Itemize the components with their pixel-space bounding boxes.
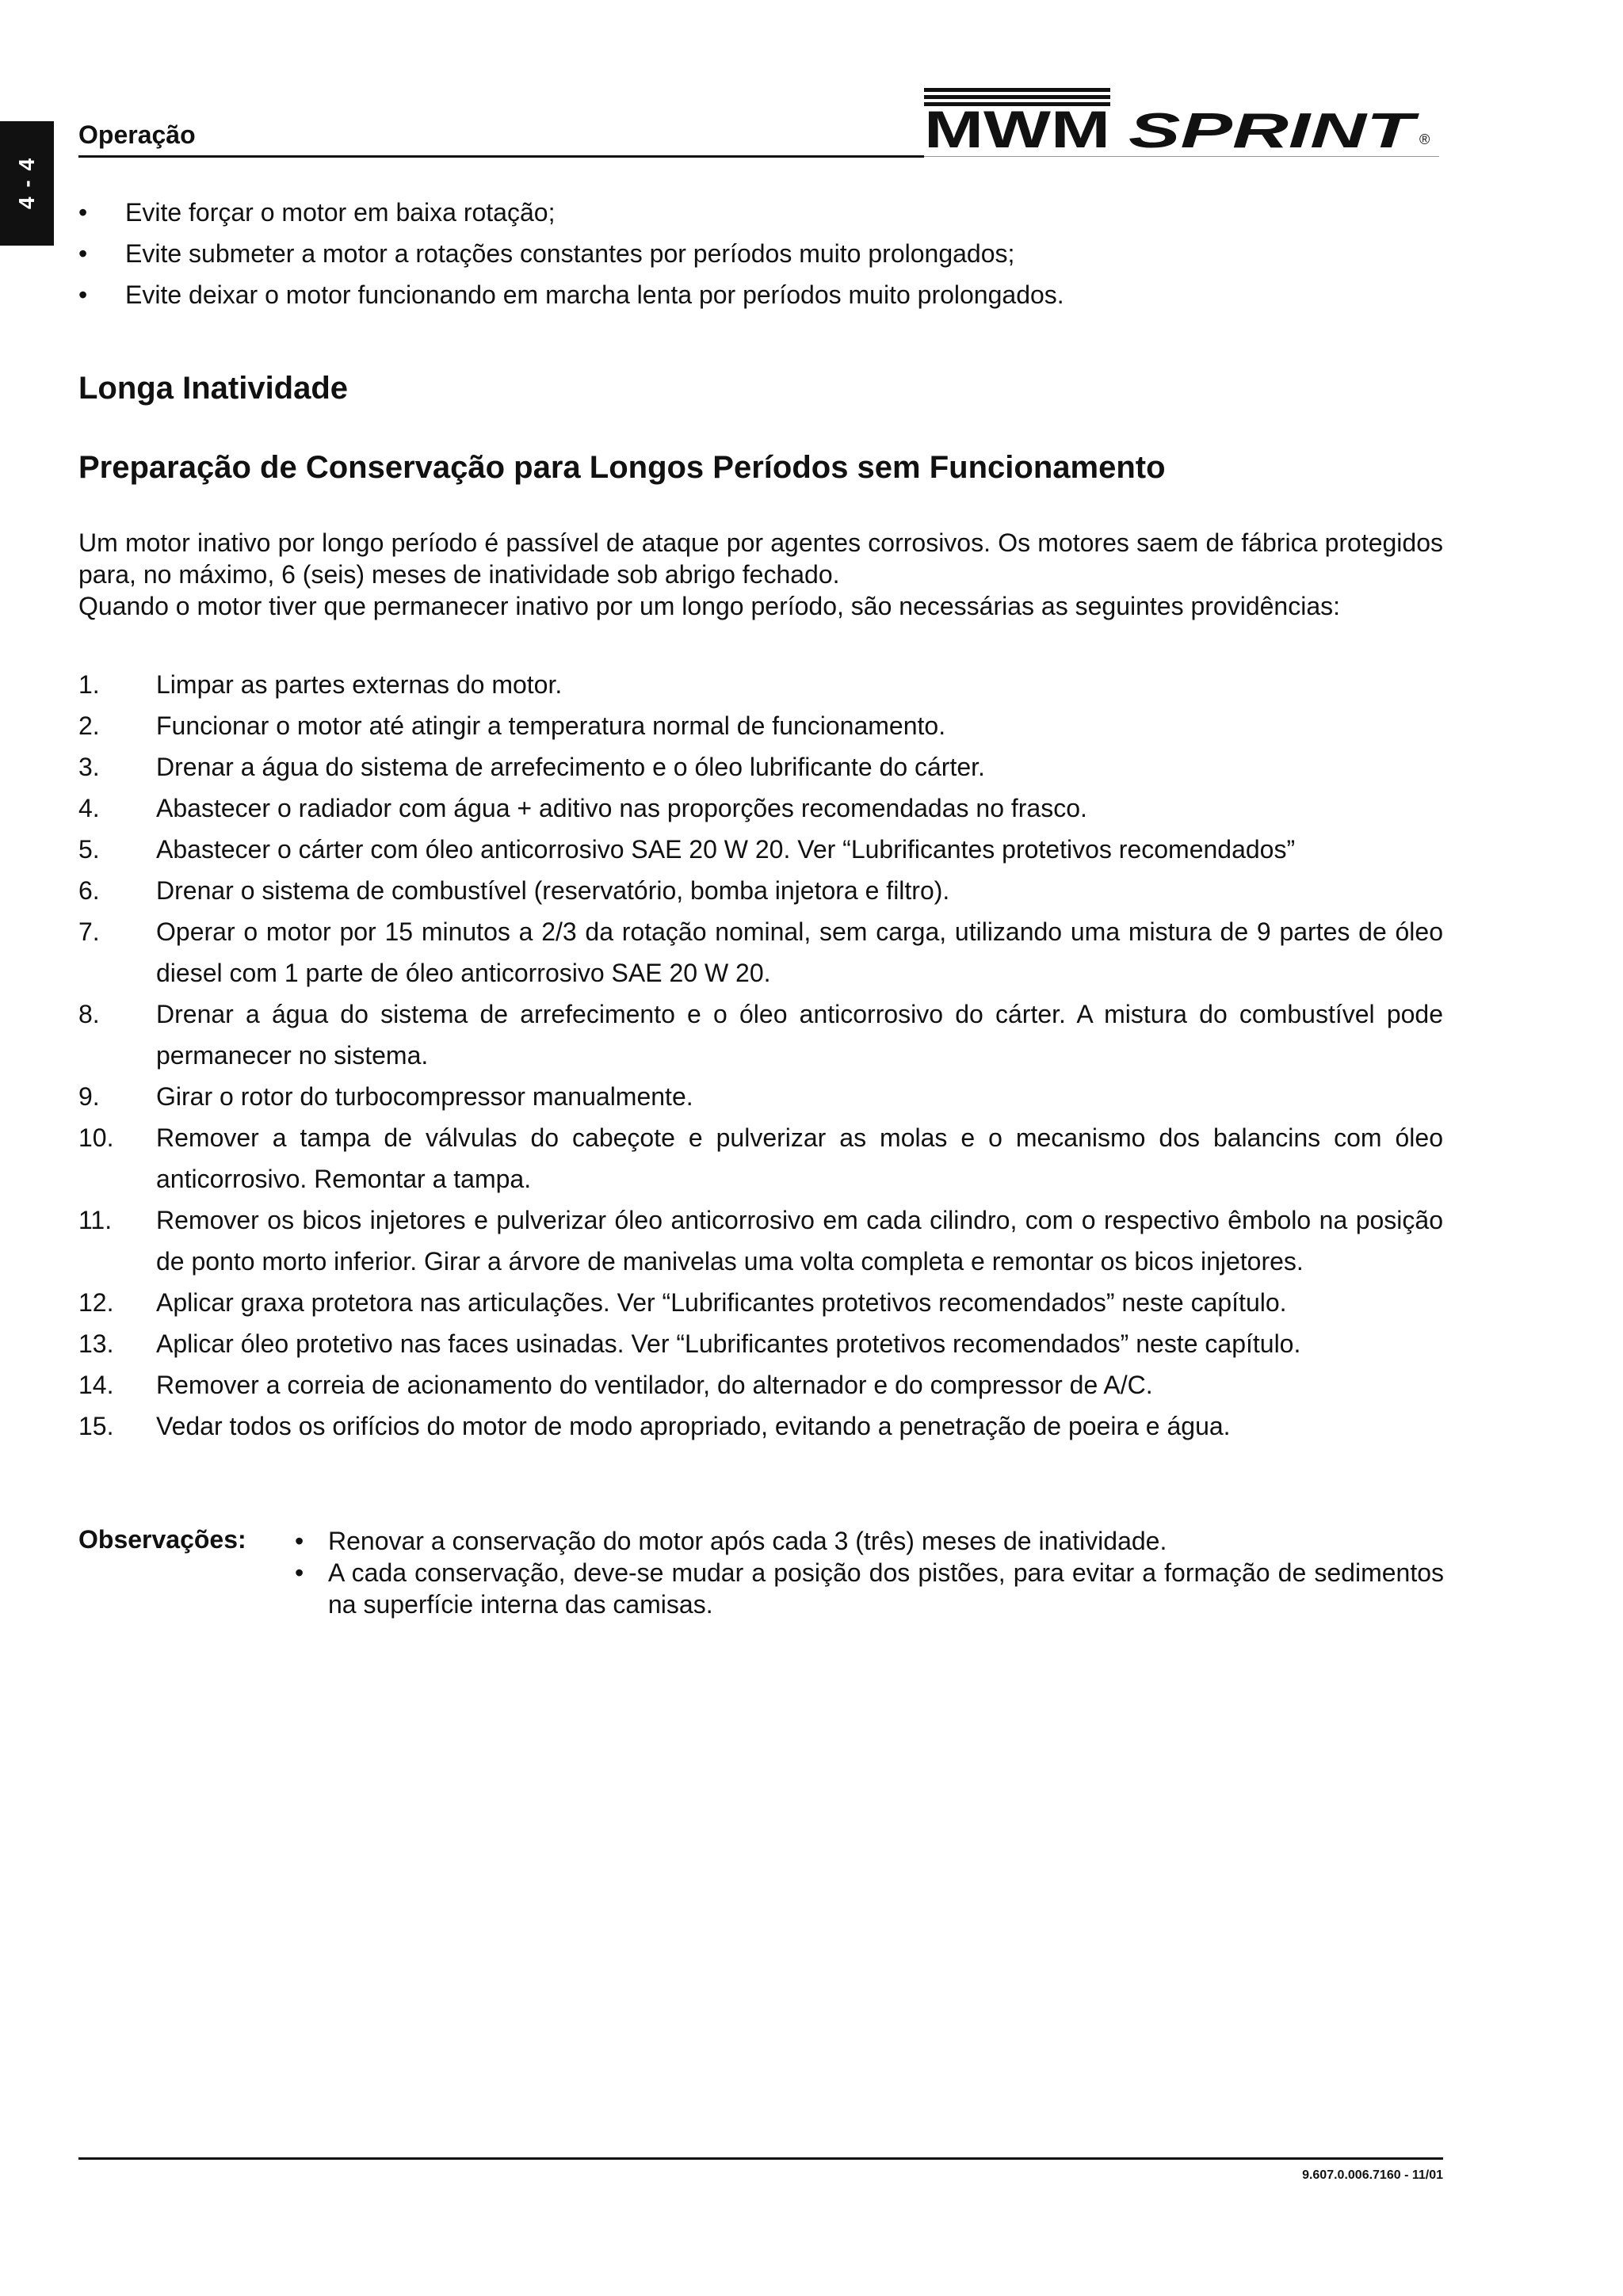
subsection-heading: Preparação de Conservação para Longos Períodos sem Funcionamento: [78, 450, 1166, 485]
observations-label: Observações:: [78, 1525, 246, 1554]
step-number: 6.: [78, 876, 100, 905]
bullet-text: Evite submeter a motor a rotações constantes por períodos muito prolongados;: [125, 239, 1015, 268]
list-item: [78, 196, 1442, 238]
step-text: Abastecer o radiador com água + aditivo nas proporções recomendadas no frasco.: [156, 794, 1087, 822]
list-item: [78, 911, 1443, 994]
list-item: [78, 994, 1443, 1076]
page-number: 4 - 4: [14, 156, 39, 210]
list-item: [78, 1117, 1443, 1199]
observation-text: Renovar a conservação do motor após cada 3 (três) meses de inatividade.: [328, 1527, 1167, 1555]
step-text: Aplicar óleo protetivo nas faces usinadas. Ver “Lubrificantes protetivos recomendados” neste capítulo.: [156, 1329, 1301, 1358]
step-text: Limpar as partes externas do motor.: [156, 670, 563, 699]
step-text: Girar o rotor do turbocompressor manualmente.: [156, 1082, 693, 1111]
section-heading: Longa Inatividade: [78, 371, 349, 406]
step-number: 12.: [78, 1288, 114, 1317]
bullet-icon: •: [78, 198, 88, 227]
bullet-text: Evite deixar o motor funcionando em marcha lenta por períodos muito prolongados.: [125, 280, 1064, 309]
step-text: Funcionar o motor até atingir a temperatura normal de funcionamento.: [156, 711, 946, 740]
header-rule: [78, 155, 924, 158]
step-number: 15.: [78, 1412, 114, 1440]
logo-registered-mark: ®: [1419, 132, 1430, 147]
step-number: 5.: [78, 835, 100, 864]
list-item: [78, 1323, 1443, 1364]
step-number: 1.: [78, 670, 100, 699]
step-text: Remover os bicos injetores e pulverizar óleo anticorrosivo em cada cilindro, com o respectivo êmbolo na posição de ponto morto inferior. Girar a árvore de manivelas uma volta completa e remontar os bicos injetores.: [156, 1206, 1443, 1276]
list-item: [78, 664, 1443, 705]
step-text: Remover a tampa de válvulas do cabeçote e pulverizar as molas e o mecanismo dos balancins com óleo anticorrosivo. Remontar a tampa.: [156, 1123, 1443, 1193]
step-text: Drenar a água do sistema de arrefecimento e o óleo lubrificante do cárter.: [156, 753, 985, 781]
list-item: [78, 279, 1442, 320]
step-number: 3.: [78, 753, 100, 781]
step-text: Remover a correia de acionamento do ventilador, do alternador e do compressor de A/C.: [156, 1371, 1153, 1399]
step-number: 7.: [78, 917, 100, 946]
paragraph-text: Um motor inativo por longo período é passível de ataque por agentes corrosivos. Os motores saem de fábrica protegidos para, no máximo, 6 (seis) meses de inatividade sob abrigo fechado.: [78, 528, 1443, 589]
mwm-sprint-logo: [924, 86, 1447, 157]
step-text: Operar o motor por 15 minutos a 2/3 da rotação nominal, sem carga, utilizando uma mistura de 9 partes de óleo diesel com 1 parte de óleo anticorrosivo SAE 20 W 20.: [156, 917, 1443, 987]
step-text: Abastecer o cárter com óleo anticorrosivo SAE 20 W 20. Ver “Lubrificantes protetivos recomendados”: [156, 835, 1296, 864]
list-item: [78, 705, 1443, 746]
step-text: Drenar a água do sistema de arrefecimento e o óleo anticorrosivo do cárter. A mistura do combustível pode permanecer no sistema.: [156, 1000, 1443, 1070]
list-item: [78, 1364, 1443, 1405]
procedure-steps: [78, 664, 1443, 1447]
step-number: 2.: [78, 711, 100, 740]
list-item: [295, 1525, 1444, 1557]
step-number: 11.: [78, 1206, 113, 1234]
step-number: 14.: [78, 1371, 114, 1399]
step-number: 9.: [78, 1082, 100, 1111]
observation-text: A cada conservação, deve-se mudar a posição dos pistões, para evitar a formação de sedimentos na superfície interna das camisas.: [328, 1558, 1444, 1619]
list-item: [78, 788, 1443, 829]
step-text: Drenar o sistema de combustível (reservatório, bomba injetora e filtro).: [156, 876, 950, 905]
step-number: 8.: [78, 1000, 100, 1028]
step-text: Vedar todos os orifícios do motor de modo apropriado, evitando a penetração de poeira e água.: [156, 1412, 1231, 1440]
list-item: [295, 1557, 1444, 1620]
step-text: Aplicar graxa protetora nas articulações. Ver “Lubrificantes protetivos recomendados” neste capítulo.: [156, 1288, 1287, 1317]
section-label: Operação: [78, 120, 196, 149]
bullet-icon: •: [295, 1558, 304, 1587]
list-item: [78, 1199, 1443, 1282]
document-code: 9.607.0.006.7160 - 11/01: [1302, 2168, 1443, 2182]
list-item: [78, 1076, 1443, 1117]
list-item: [78, 870, 1443, 911]
list-item: [78, 829, 1443, 870]
intro-paragraph: [78, 527, 1443, 622]
bullet-text: Evite forçar o motor em baixa rotação;: [125, 198, 556, 227]
bullet-icon: •: [78, 280, 88, 309]
step-number: 13.: [78, 1329, 114, 1358]
step-number: 10.: [78, 1123, 114, 1152]
list-item: [78, 1282, 1443, 1323]
list-item: [78, 746, 1443, 788]
bullet-icon: •: [295, 1527, 304, 1555]
intro-bullet-list: [78, 196, 1442, 320]
bullet-icon: •: [78, 239, 88, 268]
paragraph-text: Quando o motor tiver que permanecer inativo por um longo período, são necessárias as seguintes providências:: [78, 592, 1341, 620]
observations-list: [295, 1525, 1444, 1620]
list-item: [78, 1405, 1443, 1447]
logo-model-text: SPRINT: [1128, 104, 1421, 157]
footer-rule: [78, 2157, 1443, 2160]
list-item: [78, 238, 1442, 279]
page-number-tab: [0, 121, 54, 246]
logo-brand-text: MWM: [924, 100, 1110, 157]
step-number: 4.: [78, 794, 100, 822]
